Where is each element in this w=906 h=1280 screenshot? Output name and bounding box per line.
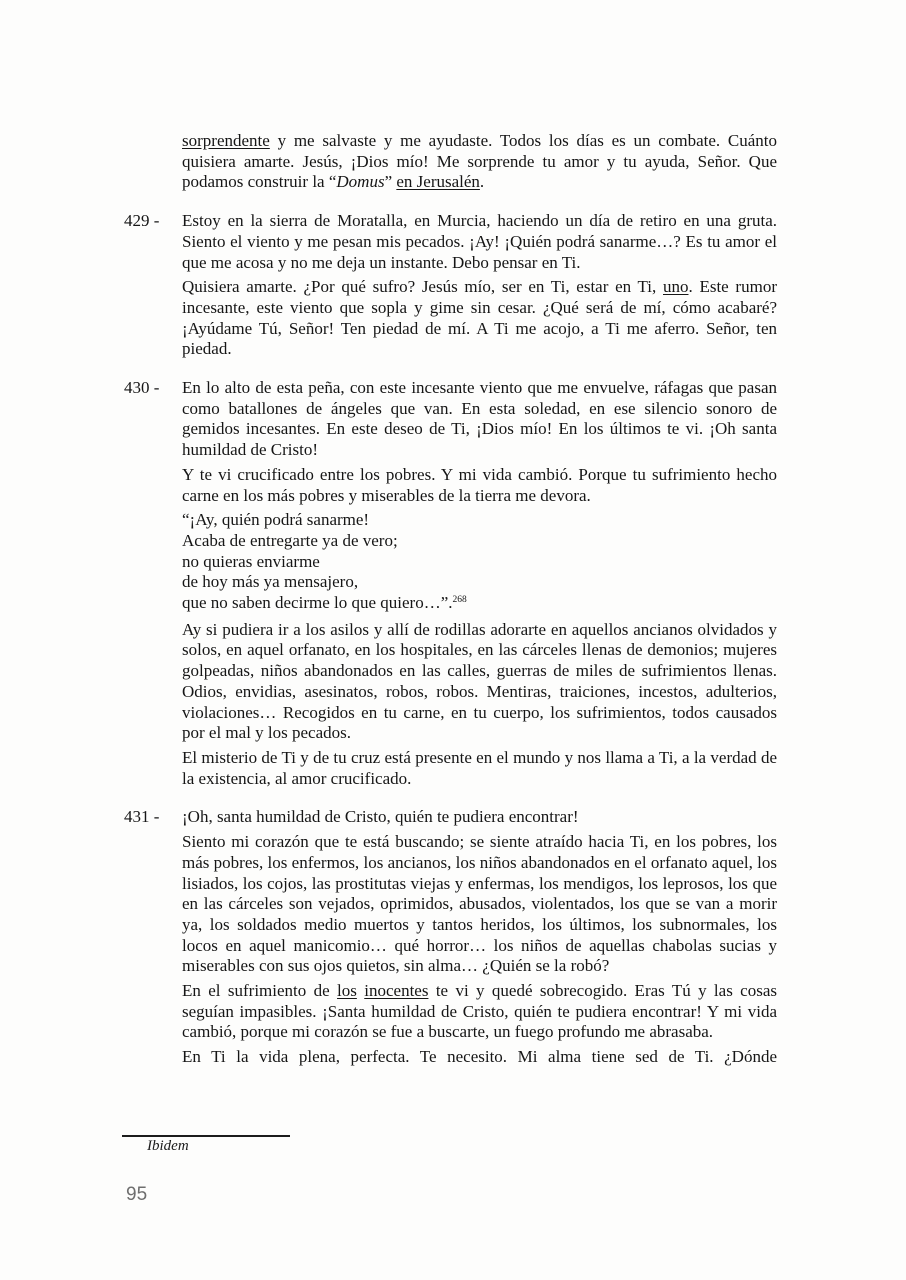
entry (124, 378, 777, 793)
entry (124, 131, 777, 197)
text-segment: . Este rumor incesante, este viento que sopla y gime sin cesar. ¿Qué será de mí, cómo acabaré? ¡Ayúdame Tú, Señor! Ten piedad de mí. A Ti me acojo, a Ti me aferro. Señor, ten piedad. (182, 277, 777, 359)
entry-body (182, 807, 777, 1071)
paragraph (182, 748, 777, 789)
text-segment: no quieras enviarme (182, 551, 320, 571)
paragraph (182, 981, 777, 1043)
text-segment: Ay si pudiera ir a los asilos y allí de rodillas adorarte en aquellos ancianos olvidados y solos, en aquel orfanato, en los hospitales, en las cárceles llenas de demonios; mujeres golpeadas, niños abandonados en las calles, guerras de miles de sufrimientos llenas. Odios, envidias, asesinatos, robos, robos. Mentiras, traiciones, incestos, adulterios, violaciones… Recogidos en tu carne, en tu cuerpo, los sufrimientos, todos causados por el mal y los pecados. (182, 619, 777, 743)
entry-body (182, 378, 777, 793)
text-segment: . (479, 172, 485, 192)
footnote-text: Ibidem (147, 1138, 189, 1154)
paragraph (182, 807, 777, 828)
entry-number: 431 - (124, 807, 160, 827)
paragraph (182, 378, 777, 461)
text-segment: y me salvaste y me ayudaste. Todos los días es un combate. Cuánto quisiera amarte. Jesús, ¡Dios mío! Me sorprende tu amor y tu ayuda, Señor. Que podamos construir la “ (182, 131, 777, 192)
paragraph (182, 131, 777, 193)
text-segment: Siento mi corazón que te está buscando; se siente atraído hacia Ti, en los pobres, los más pobres, los enfermos, los ancianos, los niños abandonados en el orfanato aquel, los lisiados, los cojos, las prostitutas viejas y enfermas, los mendigos, los leprosos, los que en las cárceles son vejados, oprimidos, abusados, violentados, los que se van a morir ya, los soldados medio muertos y tantos heridos, los últimos, los subnormales, los locos en aquel manicomio… qué horror… los niños de aquellas chabolas sucias y miserables con sus ojos quietos, sin alma… ¿Quién se la robó? (182, 832, 777, 976)
text-segment: El misterio de Ti y de tu cruz está presente en el mundo y nos llama a Ti, a la verdad de la existencia, al amor crucificado. (182, 747, 777, 788)
paragraph (182, 620, 777, 744)
paragraph (182, 1047, 777, 1068)
text-segment: En Ti la vida plena, perfecta. Te necesito. Mi alma tiene sed de Ti. ¿Dónde (182, 1047, 777, 1067)
text-segment: Y te vi crucificado entre los pobres. Y mi vida cambió. Porque tu sufrimiento hecho carne en los más pobres y miserables de la tierra me devora. (182, 464, 777, 505)
text-segment: Estoy en la sierra de Moratalla, en Murcia, haciendo un día de retiro en una gruta. Siento el viento y me pesan mis pecados. ¡Ay! ¡Quién podrá sanarme…? Es tu amor el que me acosa y no me deja un instante. Debo pensar en Ti. (182, 211, 777, 272)
text-segment: de hoy más ya mensajero, (182, 572, 359, 592)
entry-number: 430 - (124, 378, 160, 398)
entry-body (182, 211, 777, 364)
verse-line (182, 510, 777, 531)
text-segment: “¡Ay, quién podrá sanarme! (182, 510, 370, 530)
text-segment: En el sufrimiento de (182, 981, 338, 1001)
italic-text: Domus (336, 172, 385, 192)
text-segment: En lo alto de esta peña, con este incesante viento que me envuelve, ráfagas que pasan como batallones de ángeles que van. En esta soledad, en ese silencio sonoro de gemidos incesantes. En este deseo de Ti, ¡Dios mío! En los últimos te vi. ¡Oh santa humildad de Cristo! (182, 378, 777, 460)
underlined-text: sorprendente (182, 131, 270, 150)
underlined-text: los (337, 981, 357, 1001)
verse-line (182, 552, 777, 573)
verse-line (182, 572, 777, 593)
underlined-text: en Jerusalén (396, 172, 480, 192)
text-segment: Quisiera amarte. ¿Por qué sufro? Jesús mío, ser en Ti, estar en Ti, (182, 277, 663, 297)
entry (124, 807, 777, 1071)
entry-body (182, 131, 777, 197)
paragraph (182, 832, 777, 977)
text-segment: Acaba de entregarte ya de vero; (182, 530, 398, 550)
verse-line (182, 593, 777, 614)
text-segment: ” (384, 172, 397, 192)
verse-line (182, 531, 777, 552)
entry-number: 429 - (124, 211, 160, 231)
page-number: 95 (126, 1184, 148, 1205)
entries (124, 131, 777, 1086)
underlined-text: uno (663, 277, 689, 297)
text-segment: que no saben decirme lo que quiero…”. (182, 593, 453, 613)
text-segment: te vi y quedé sobrecogido. Eras Tú y las cosas seguían impasibles. ¡Santa humildad de Cristo, quién te pudiera encontrar! Y mi vida cambió, porque mi corazón se fue a buscarte, un fuego profundo me abrasaba. (182, 981, 778, 1042)
footnote-separator (122, 1135, 290, 1137)
footnote-ref: 268 (452, 595, 467, 606)
paragraph (182, 211, 777, 273)
text-segment: ¡Oh, santa humildad de Cristo, quién te pudiera encontrar! (182, 807, 579, 827)
underlined-text: inocentes (364, 981, 429, 1001)
entry (124, 211, 777, 364)
paragraph (182, 277, 777, 360)
verse-block (182, 510, 777, 614)
paragraph (182, 465, 777, 506)
